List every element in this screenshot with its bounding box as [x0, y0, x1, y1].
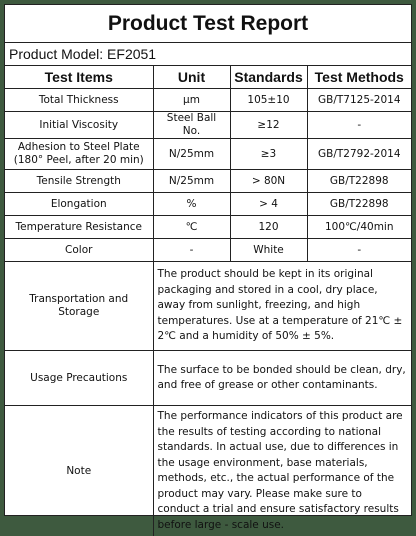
method-cell: 100℃/40min [307, 216, 411, 239]
item-cell-line: Adhesion to Steel Plate [8, 141, 150, 154]
item-cell: Color [5, 239, 153, 262]
product-model: Product Model: EF2051 [5, 43, 411, 66]
report-sheet [4, 4, 412, 516]
item-cell: Tensile Strength [5, 170, 153, 193]
unit-cell: % [153, 193, 230, 216]
table-row [5, 239, 411, 262]
standard-cell: ≥12 [230, 112, 307, 139]
unit-cell: μm [153, 89, 230, 112]
item-cell: Temperature Resistance [5, 216, 153, 239]
unit-cell: ℃ [153, 216, 230, 239]
table-row [5, 112, 411, 139]
report-title: Product Test Report [5, 5, 411, 43]
method-cell: GB/T22898 [307, 170, 411, 193]
note-row [5, 406, 411, 536]
note-text-cell: The product should be kept in its original packaging and stored in a cool, dry place, away from sunlight, freezing, and high temperatures. Use at a temperature of 21℃ ± 2℃ and a humidity of 50% ± 5%. [153, 262, 411, 351]
method-cell: GB/T7125-2014 [307, 89, 411, 112]
header-test-methods: Test Methods [307, 66, 411, 89]
header-standards: Standards [230, 66, 307, 89]
unit-cell: N/25mm [153, 139, 230, 170]
unit-cell: Steel Ball No. [153, 112, 230, 139]
item-cell: Initial Viscosity [5, 112, 153, 139]
method-cell: - [307, 239, 411, 262]
note-text-cell: The performance indicators of this product are the results of testing according to national standards. In actual use, due to differences in the usage environment, base materials, methods, etc., the actual performance of the product may vary. Please make sure to conduct a trial and ensure satisfactory results before large - scale use. [153, 406, 411, 536]
header-test-items: Test Items [5, 66, 153, 89]
table-row [5, 139, 411, 170]
item-cell-line: (180° Peel, after 20 min) [8, 154, 150, 167]
item-cell: Total Thickness [5, 89, 153, 112]
note-text-cell: The surface to be bonded should be clean, dry, and free of grease or other contaminants. [153, 351, 411, 406]
unit-cell: - [153, 239, 230, 262]
table-row [5, 170, 411, 193]
standard-cell: 105±10 [230, 89, 307, 112]
item-cell [5, 139, 153, 170]
note-label-cell: Usage Precautions [5, 351, 153, 406]
table-header-row [5, 66, 411, 89]
standard-cell: > 4 [230, 193, 307, 216]
note-label-cell: Note [5, 406, 153, 536]
standard-cell: ≥3 [230, 139, 307, 170]
standard-cell: 120 [230, 216, 307, 239]
method-cell: GB/T22898 [307, 193, 411, 216]
table-row [5, 193, 411, 216]
note-label-cell: Transportation and Storage [5, 262, 153, 351]
standard-cell: White [230, 239, 307, 262]
item-cell: Elongation [5, 193, 153, 216]
header-unit: Unit [153, 66, 230, 89]
table-row [5, 216, 411, 239]
table-row [5, 89, 411, 112]
method-cell: - [307, 112, 411, 139]
standard-cell: > 80N [230, 170, 307, 193]
unit-cell: N/25mm [153, 170, 230, 193]
method-cell: GB/T2792-2014 [307, 139, 411, 170]
test-table [5, 66, 411, 536]
note-row [5, 351, 411, 406]
note-row [5, 262, 411, 351]
